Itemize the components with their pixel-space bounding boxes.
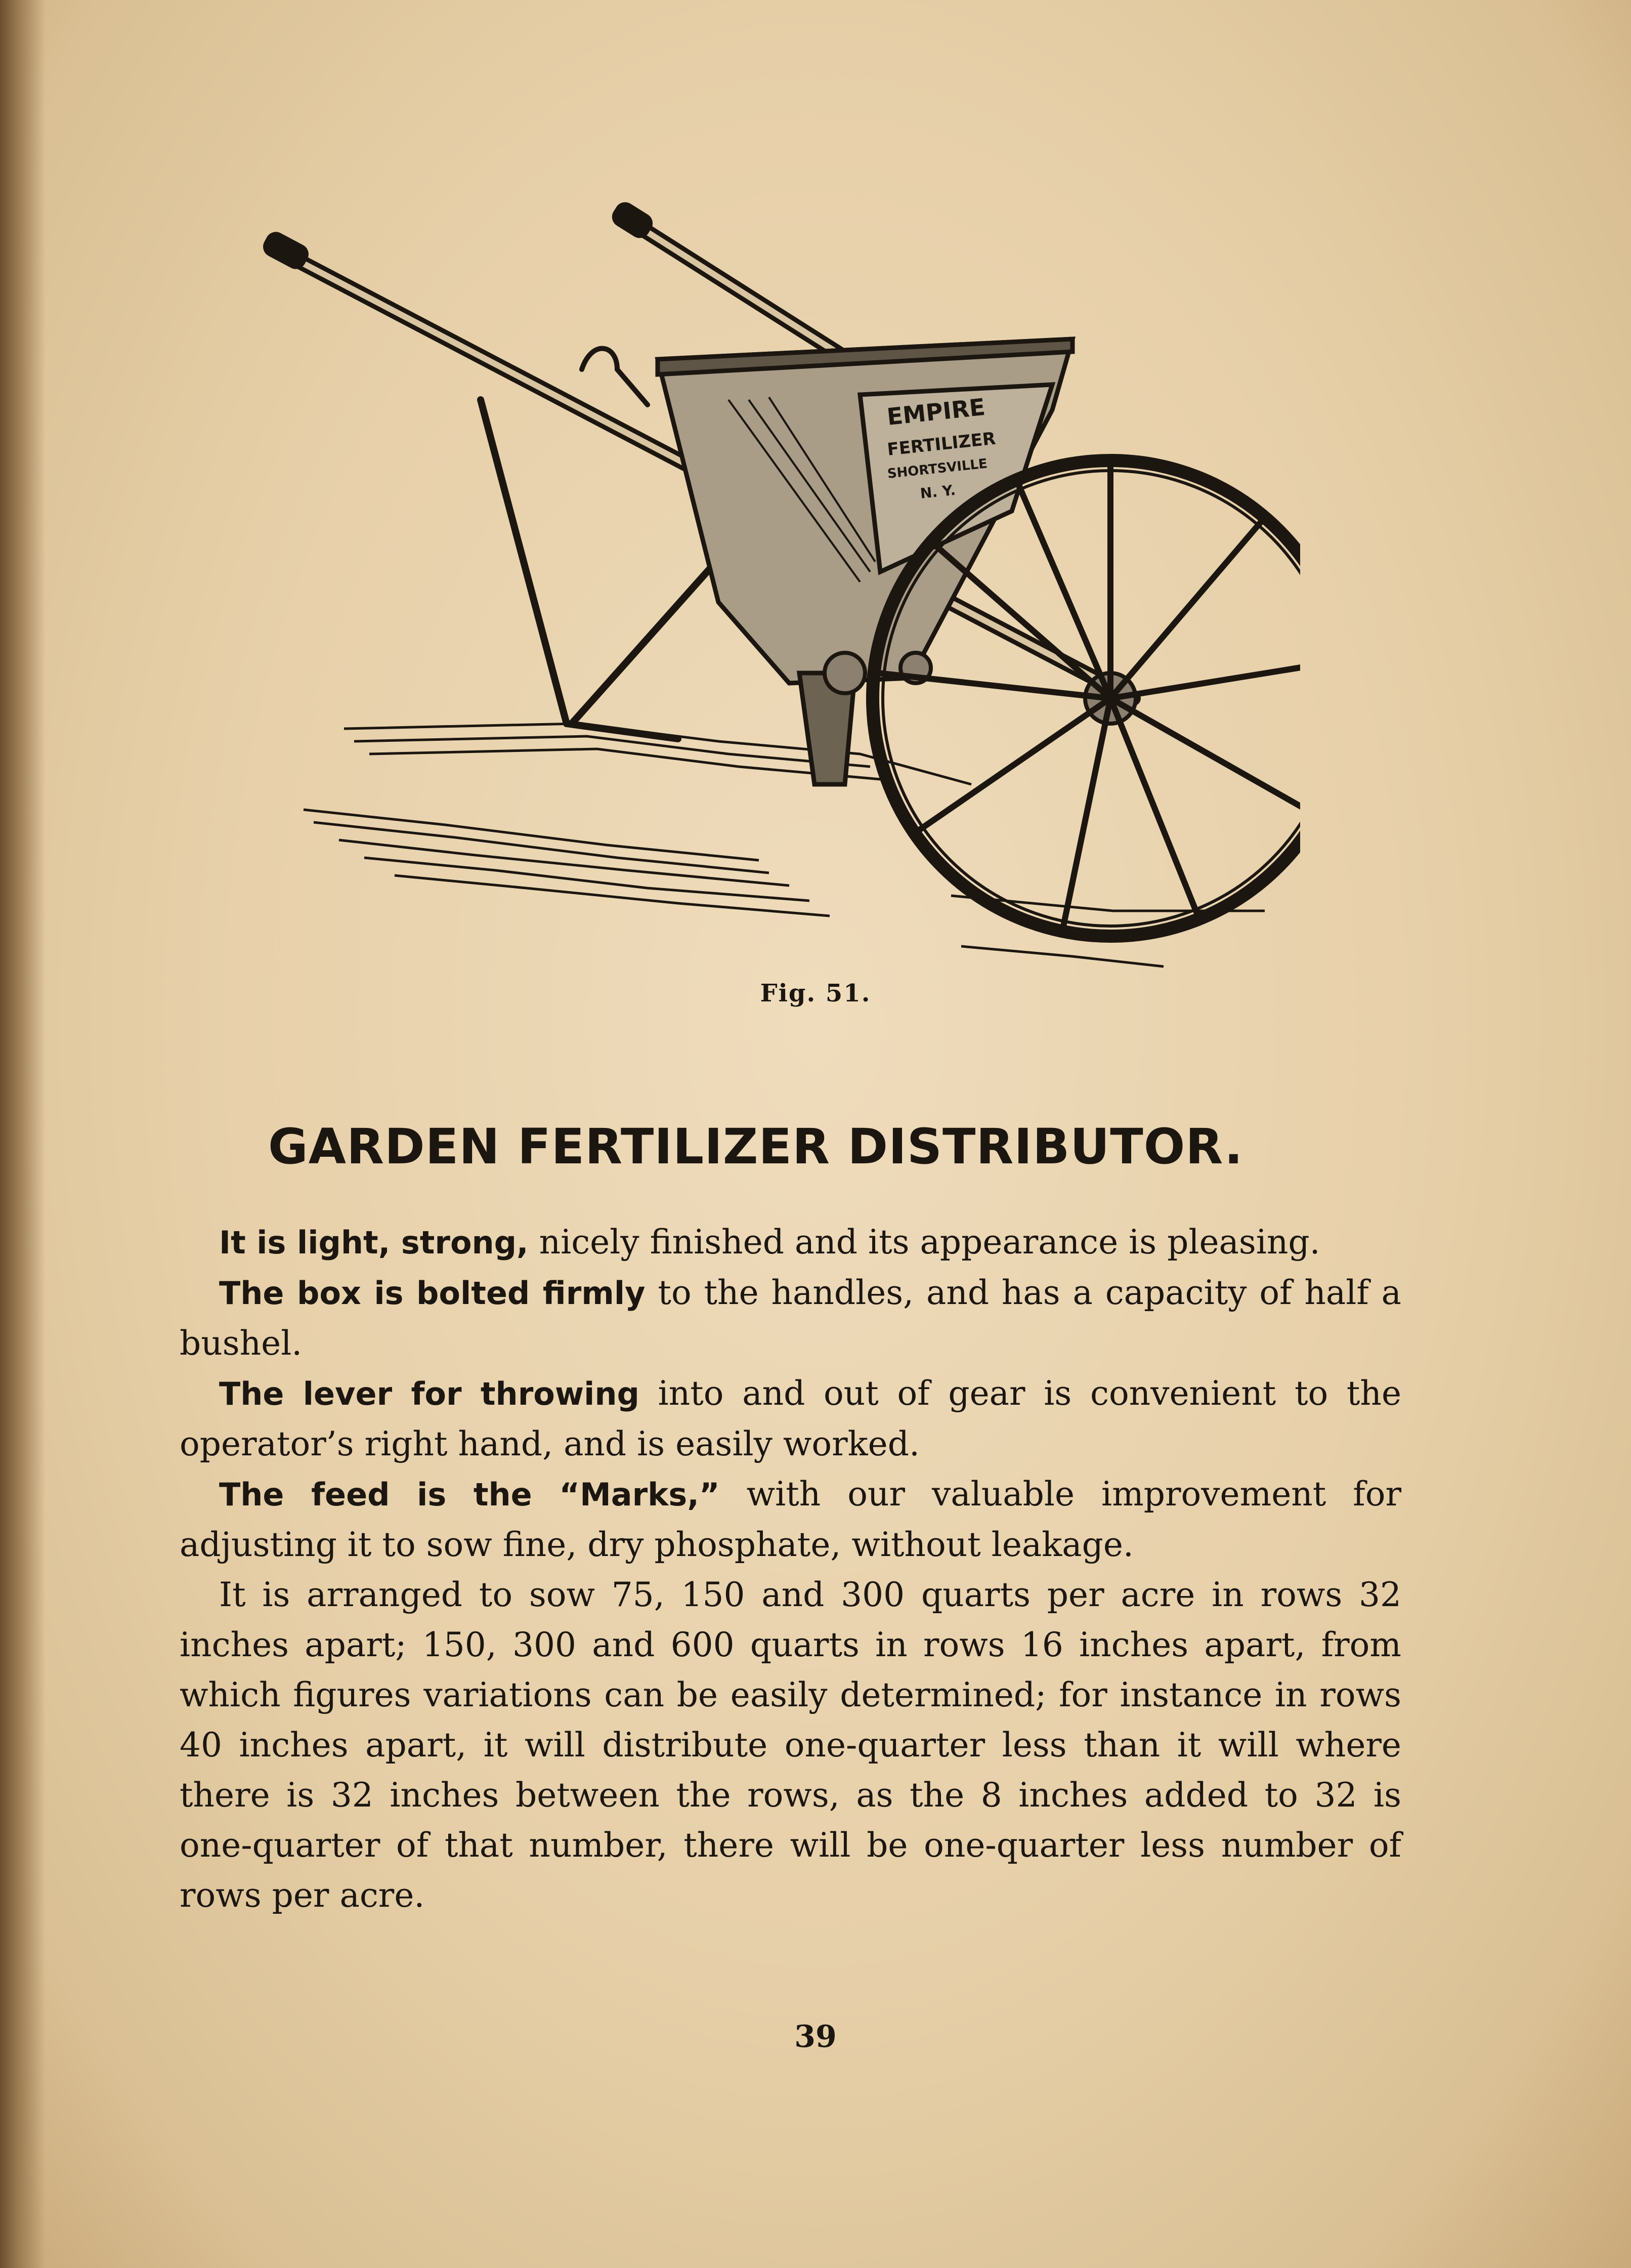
paragraph-5 bbox=[180, 1570, 1401, 1920]
page-number: 39 bbox=[794, 2019, 837, 2054]
hopper-box bbox=[658, 339, 1072, 784]
box-label-line-2: FERTILIZER bbox=[886, 428, 997, 460]
wheel bbox=[873, 460, 1300, 936]
page-gutter-shadow bbox=[0, 0, 46, 2268]
box-label-line-3: SHORTSVILLE bbox=[886, 456, 989, 482]
paragraph-3 bbox=[180, 1368, 1401, 1469]
paragraph-5-text: It is arranged to sow 75, 150 and 300 quarts per acre in rows 32 inches apart; 150, 300 and 600 quarts in rows 16 inches apart, from which figures variations can be easily determined; for instance in rows 40 inches apart, it will distribute one-quarter less than it will where there is 32 inches between the rows, as the 8 inches added to 32 is one-quarter of that number, there will be one-quarter less number of rows per acre. bbox=[180, 1575, 1401, 1915]
paragraph-1-lead: It is light, strong, bbox=[219, 1224, 529, 1261]
paragraph-4-text: with our valuable improvement for adjusting it to sow fine, dry phosphate, without leakage. bbox=[180, 1475, 1401, 1564]
figure-caption: Fig. 51. bbox=[760, 979, 871, 1007]
box-label-line-1: EMPIRE bbox=[885, 393, 986, 431]
body-text bbox=[180, 1217, 1401, 1920]
paragraph-1 bbox=[180, 1217, 1401, 1268]
paragraph-2 bbox=[180, 1268, 1401, 1368]
page-title: GARDEN FERTILIZER DISTRIBUTOR. bbox=[268, 1118, 1243, 1175]
paragraph-3-lead: The lever for throwing bbox=[219, 1375, 639, 1412]
paragraph-2-text: to the handles, and has a capacity of half a bushel. bbox=[180, 1273, 1401, 1363]
paragraph-4 bbox=[180, 1469, 1401, 1570]
fertilizer-distributor-illustration bbox=[263, 187, 1300, 977]
paragraph-3-text: into and out of gear is convenient to the operator’s right hand, and is easily worked. bbox=[180, 1374, 1402, 1463]
paragraph-4-lead: The feed is the “Marks,” bbox=[219, 1476, 720, 1513]
paragraph-1-text: nicely finished and its appearance is pleasing. bbox=[528, 1223, 1320, 1262]
paragraph-2-lead: The box is bolted firmly bbox=[219, 1275, 646, 1312]
box-label-line-4: N. Y. bbox=[919, 481, 957, 502]
